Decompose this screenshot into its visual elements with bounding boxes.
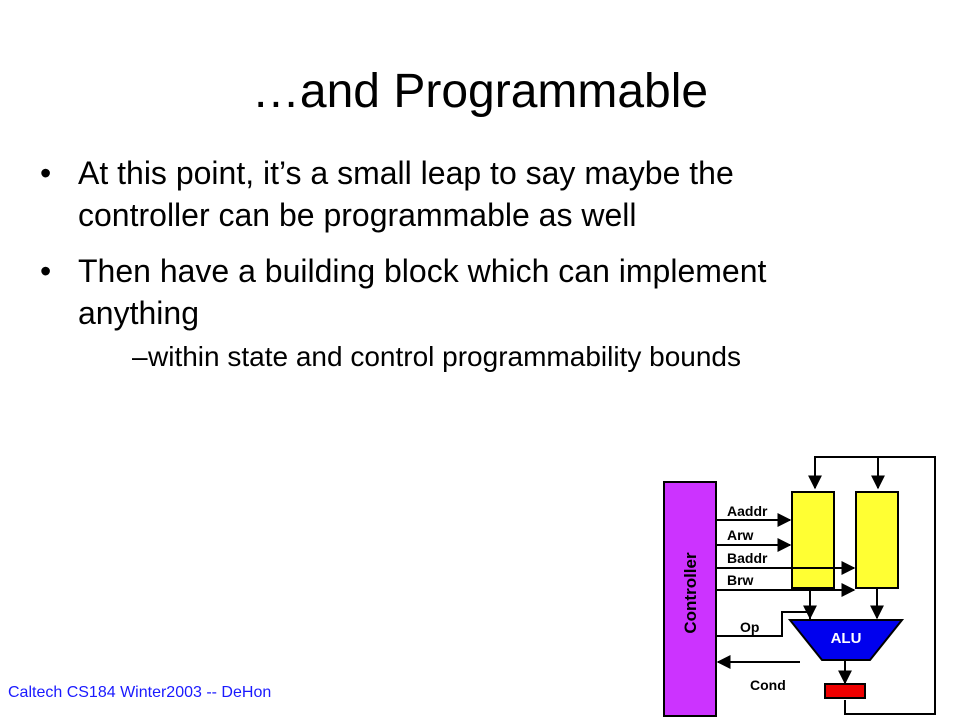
bullet-marker: • xyxy=(40,155,52,191)
footer-credit: Caltech CS184 Winter2003 -- DeHon xyxy=(8,684,272,701)
bullet-text-1: At this point, it’s a small leap to say maybe the controller can be programmable as well xyxy=(78,155,734,233)
controller-label: Controller xyxy=(681,552,700,634)
bullet-marker: • xyxy=(40,253,52,289)
signal-arw-label: Arw xyxy=(727,527,754,543)
register-b xyxy=(856,492,898,588)
signal-brw-label: Brw xyxy=(727,572,754,588)
op-label: Op xyxy=(740,619,760,635)
cond-label: Cond xyxy=(750,677,786,693)
sub-bullet-text: within state and control programmability bounds xyxy=(148,341,741,372)
bullet-text-2: Then have a building block which can implement anything xyxy=(78,253,767,331)
register-a xyxy=(792,492,834,588)
slide-title: …and Programmable xyxy=(251,65,709,118)
sub-bullet-marker: – xyxy=(132,341,148,372)
signal-aaddr-label: Aaddr xyxy=(727,503,768,519)
signal-baddr-label: Baddr xyxy=(727,550,768,566)
cond-register xyxy=(825,684,865,698)
alu-label: ALU xyxy=(830,630,862,647)
